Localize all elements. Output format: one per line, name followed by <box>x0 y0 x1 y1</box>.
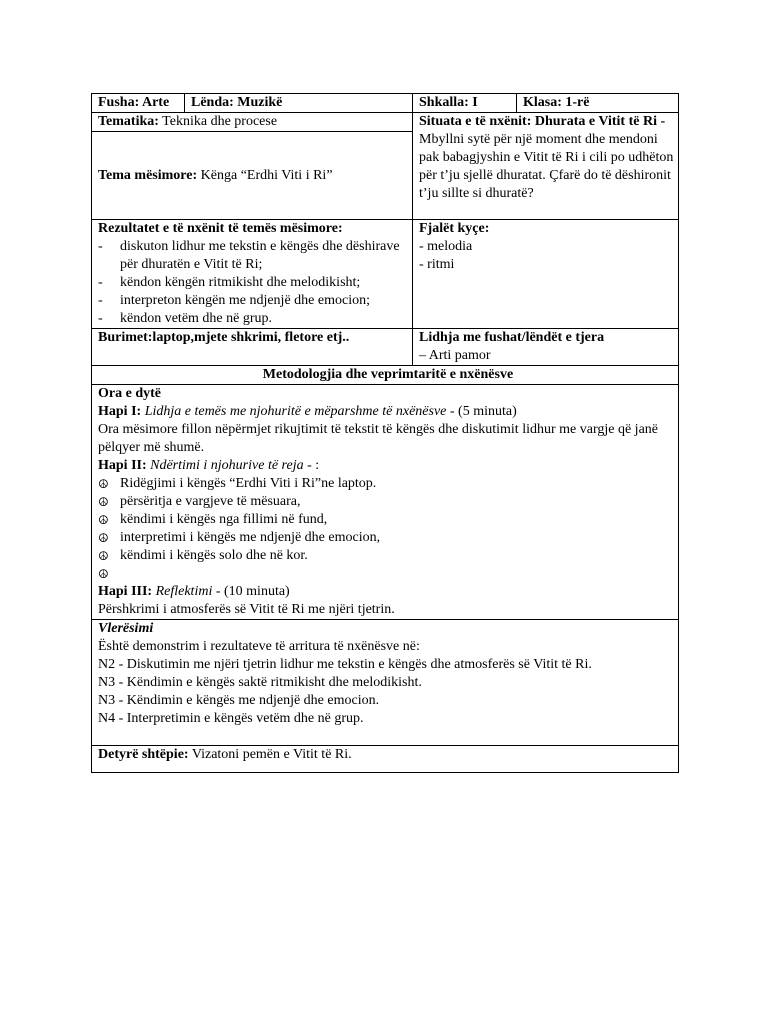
vleresimi-row <box>92 620 679 746</box>
vleresimi-item: N3 - Këndimin e këngës me ndjenjë dhe emocion. <box>98 693 380 708</box>
tematika-label: Tematika: <box>98 114 159 129</box>
rezultatet-item: - interpreton këngën me ndjenjë dhe emocion; <box>98 293 370 308</box>
vleresimi-cell <box>92 620 679 746</box>
peace-symbol-icon: ☮ <box>98 531 109 545</box>
hapi2-item: ☮ përsëritja e vargjeve të mësuara, <box>98 494 301 509</box>
detyre-label: Detyrë shtëpie: <box>98 747 189 762</box>
metodologjia-cell <box>92 385 679 620</box>
tema-value: Kënga “Erdhi Viti i Ri” <box>197 167 333 183</box>
peace-symbol-icon: ☮ <box>98 549 109 563</box>
rezultatet-item: - këndon këngën ritmikisht dhe melodikisht; <box>98 275 361 290</box>
tematika-cell <box>92 113 413 132</box>
peace-symbol-icon: ☮ <box>98 513 109 527</box>
detyre-cell <box>92 746 679 773</box>
hapi1-text: Ora mësimore fillon nëpërmjet rikujtimit të tekstit të këngës dhe diskutimit lidhur me vargje që janë pëlqyer më shumë. <box>98 422 658 455</box>
rezultatet-item: - këndon vetëm dhe në grup. <box>98 311 273 326</box>
klasa-cell: Klasa: 1-rë <box>517 94 679 113</box>
tema-cell <box>92 132 413 220</box>
rezultatet-cell <box>92 220 413 329</box>
peace-symbol-icon: ☮ <box>98 495 109 509</box>
fjalet-cell <box>413 220 679 329</box>
hapi2-item: ☮ interpretimi i këngës me ndjenjë dhe emocion, <box>98 530 381 545</box>
hapi2-item <box>98 565 678 583</box>
metodologjia-title: Metodologjia dhe veprimtaritë e nxënësve <box>92 366 679 385</box>
tematika-row <box>92 113 679 132</box>
lidhja-item: – Arti pamor <box>419 348 491 363</box>
hapi2-item: ☮ këndimi i këngës solo dhe në kor. <box>98 548 308 563</box>
tematika-value: Teknika dhe procese <box>158 114 278 129</box>
peace-symbol-icon: ☮ <box>98 567 109 581</box>
rezultatet-label: Rezultatet e të nxënit të temës mësimore: <box>98 221 343 236</box>
fusha-cell: Fusha: Arte <box>92 94 185 113</box>
lidhja-cell <box>413 329 679 366</box>
tema-label: Tema mësimore: <box>98 167 198 183</box>
hapi1-heading: Hapi I: Lidhja e temës me njohuritë e mëparshme të nxënësve - (5 minuta) <box>98 404 517 419</box>
vleresimi-item: N2 - Diskutimin me njëri tjetrin lidhur me tekstin e këngës dhe atmosferës së Vitit të Ri. <box>98 657 592 672</box>
hapi2-item: ☮ Ridëgjimi i këngës “Erdhi Viti i Ri”ne laptop. <box>98 476 377 491</box>
peace-symbol-icon: ☮ <box>98 477 109 491</box>
rezultatet-item: - diskuton lidhur me tekstin e këngës dhe dëshirave për dhuratën e Vitit të Ri; <box>98 239 400 272</box>
metodologjia-row <box>92 385 679 620</box>
hapi3-text: Përshkrimi i atmosferës së Vitit të Ri me njëri tjetrin. <box>98 602 395 617</box>
shkalla-cell: Shkalla: I <box>413 94 517 113</box>
fjalet-label: Fjalët kyçe: <box>419 221 490 236</box>
metodologjia-title-row <box>92 366 679 385</box>
situata-text: Mbyllni sytë për një moment dhe mendoni pak babagjyshin e Vitit të Ri i cili po udhëton për t’ju sjellë dhuratat. Çfarë do të dëshironit t’ju sillte si dhuratë? <box>419 132 674 201</box>
vleresimi-item: N3 - Këndimin e këngës saktë ritmikisht dhe melodikisht. <box>98 675 422 690</box>
vleresimi-label: Vlerësimi <box>98 621 154 636</box>
ora-label: Ora e dytë <box>98 386 161 401</box>
situata-cell <box>413 113 679 220</box>
hapi2-item: ☮ këndimi i këngës nga fillimi në fund, <box>98 512 328 527</box>
rezultatet-row <box>92 220 679 329</box>
fjalet-item: - ritmi <box>419 257 455 272</box>
lesson-plan-table <box>91 93 679 773</box>
burimet-cell: Burimet:laptop,mjete shkrimi, fletore etj.. <box>92 329 413 366</box>
detyre-row <box>92 746 679 773</box>
hapi3-heading: Hapi III: Reflektimi - (10 minuta) <box>98 584 290 599</box>
lidhja-label: Lidhja me fushat/lëndët e tjera <box>419 330 605 345</box>
vleresimi-item: N4 - Interpretimin e këngës vetëm dhe në grup. <box>98 711 364 726</box>
situata-label: Situata e të nxënit: Dhurata e Vitit të Ri - <box>419 114 666 129</box>
header-row <box>92 94 679 113</box>
lenda-cell: Lënda: Muzikë <box>185 94 413 113</box>
vleresimi-intro: Është demonstrim i rezultateve të arritura të nxënësve në: <box>98 639 420 654</box>
fjalet-item: - melodia <box>419 239 473 254</box>
detyre-value: Vizatoni pemën e Vitit të Ri. <box>188 747 352 762</box>
hapi2-heading: Hapi II: Ndërtimi i njohurive të reja - : <box>98 458 320 473</box>
lesson-plan <box>91 93 678 773</box>
burimet-row <box>92 329 679 366</box>
